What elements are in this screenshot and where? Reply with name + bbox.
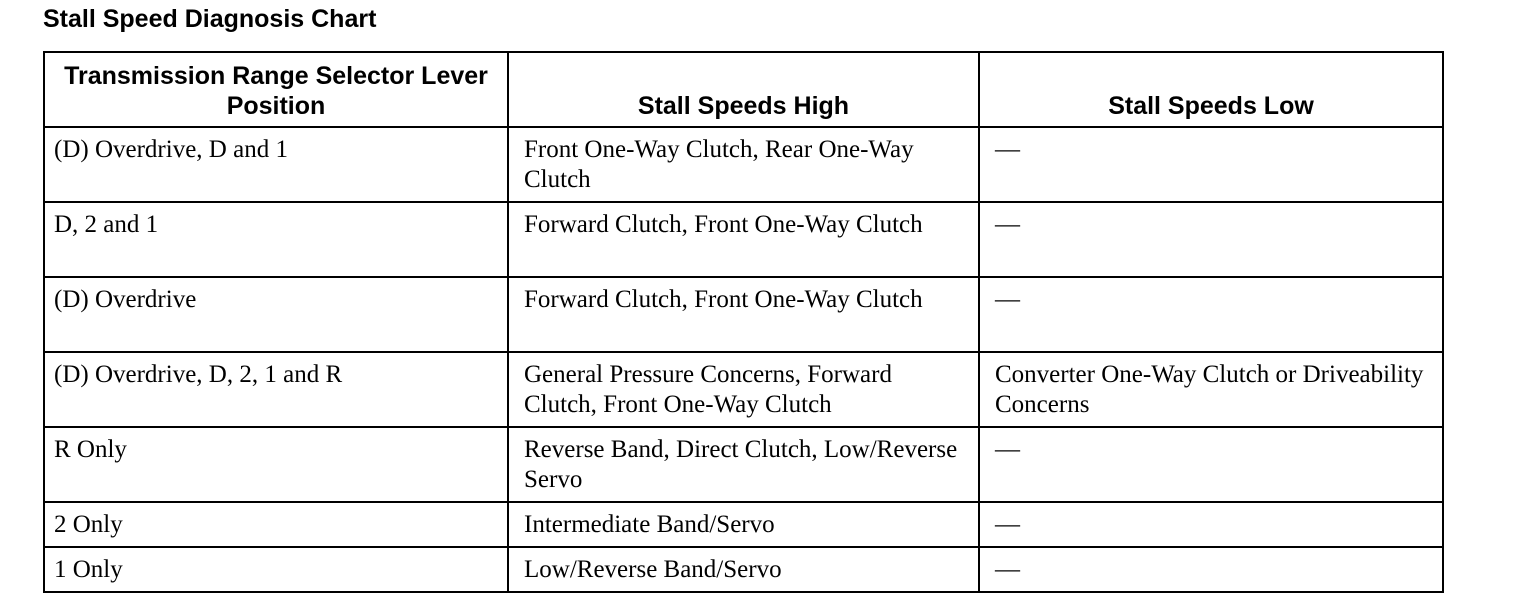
cell-stall-low: —	[979, 547, 1443, 592]
table-row	[44, 427, 1443, 502]
cell-stall-high: Forward Clutch, Front One-Way Clutch	[508, 277, 979, 352]
table-row	[44, 202, 1443, 277]
header-stall-speeds-high: Stall Speeds High	[508, 52, 979, 127]
table-row	[44, 502, 1443, 547]
cell-stall-high: Intermediate Band/Servo	[508, 502, 979, 547]
cell-stall-high: Front One-Way Clutch, Rear One-Way Clutch	[508, 127, 979, 202]
stall-speed-table	[43, 51, 1444, 593]
cell-stall-low: —	[979, 127, 1443, 202]
cell-stall-low: —	[979, 502, 1443, 547]
chart-title: Stall Speed Diagnosis Chart	[43, 5, 377, 33]
cell-lever-position: (D) Overdrive, D and 1	[44, 127, 508, 202]
cell-lever-position: (D) Overdrive, D, 2, 1 and R	[44, 352, 508, 427]
table-row	[44, 127, 1443, 202]
cell-lever-position: R Only	[44, 427, 508, 502]
cell-stall-high: General Pressure Concerns, Forward Clutch, Front One-Way Clutch	[508, 352, 979, 427]
cell-stall-low: —	[979, 277, 1443, 352]
cell-stall-low: Converter One-Way Clutch or Driveability Concerns	[979, 352, 1443, 427]
table-row	[44, 352, 1443, 427]
cell-lever-position: D, 2 and 1	[44, 202, 508, 277]
table-row	[44, 277, 1443, 352]
cell-lever-position: (D) Overdrive	[44, 277, 508, 352]
cell-stall-low: —	[979, 202, 1443, 277]
header-stall-speeds-low: Stall Speeds Low	[979, 52, 1443, 127]
cell-lever-position: 1 Only	[44, 547, 508, 592]
cell-stall-high: Low/Reverse Band/Servo	[508, 547, 979, 592]
header-lever-position: Transmission Range Selector Lever Position	[44, 52, 508, 127]
cell-stall-high: Forward Clutch, Front One-Way Clutch	[508, 202, 979, 277]
table-row	[44, 547, 1443, 592]
cell-stall-high: Reverse Band, Direct Clutch, Low/Reverse Servo	[508, 427, 979, 502]
header-row	[44, 52, 1443, 127]
cell-lever-position: 2 Only	[44, 502, 508, 547]
cell-stall-low: —	[979, 427, 1443, 502]
